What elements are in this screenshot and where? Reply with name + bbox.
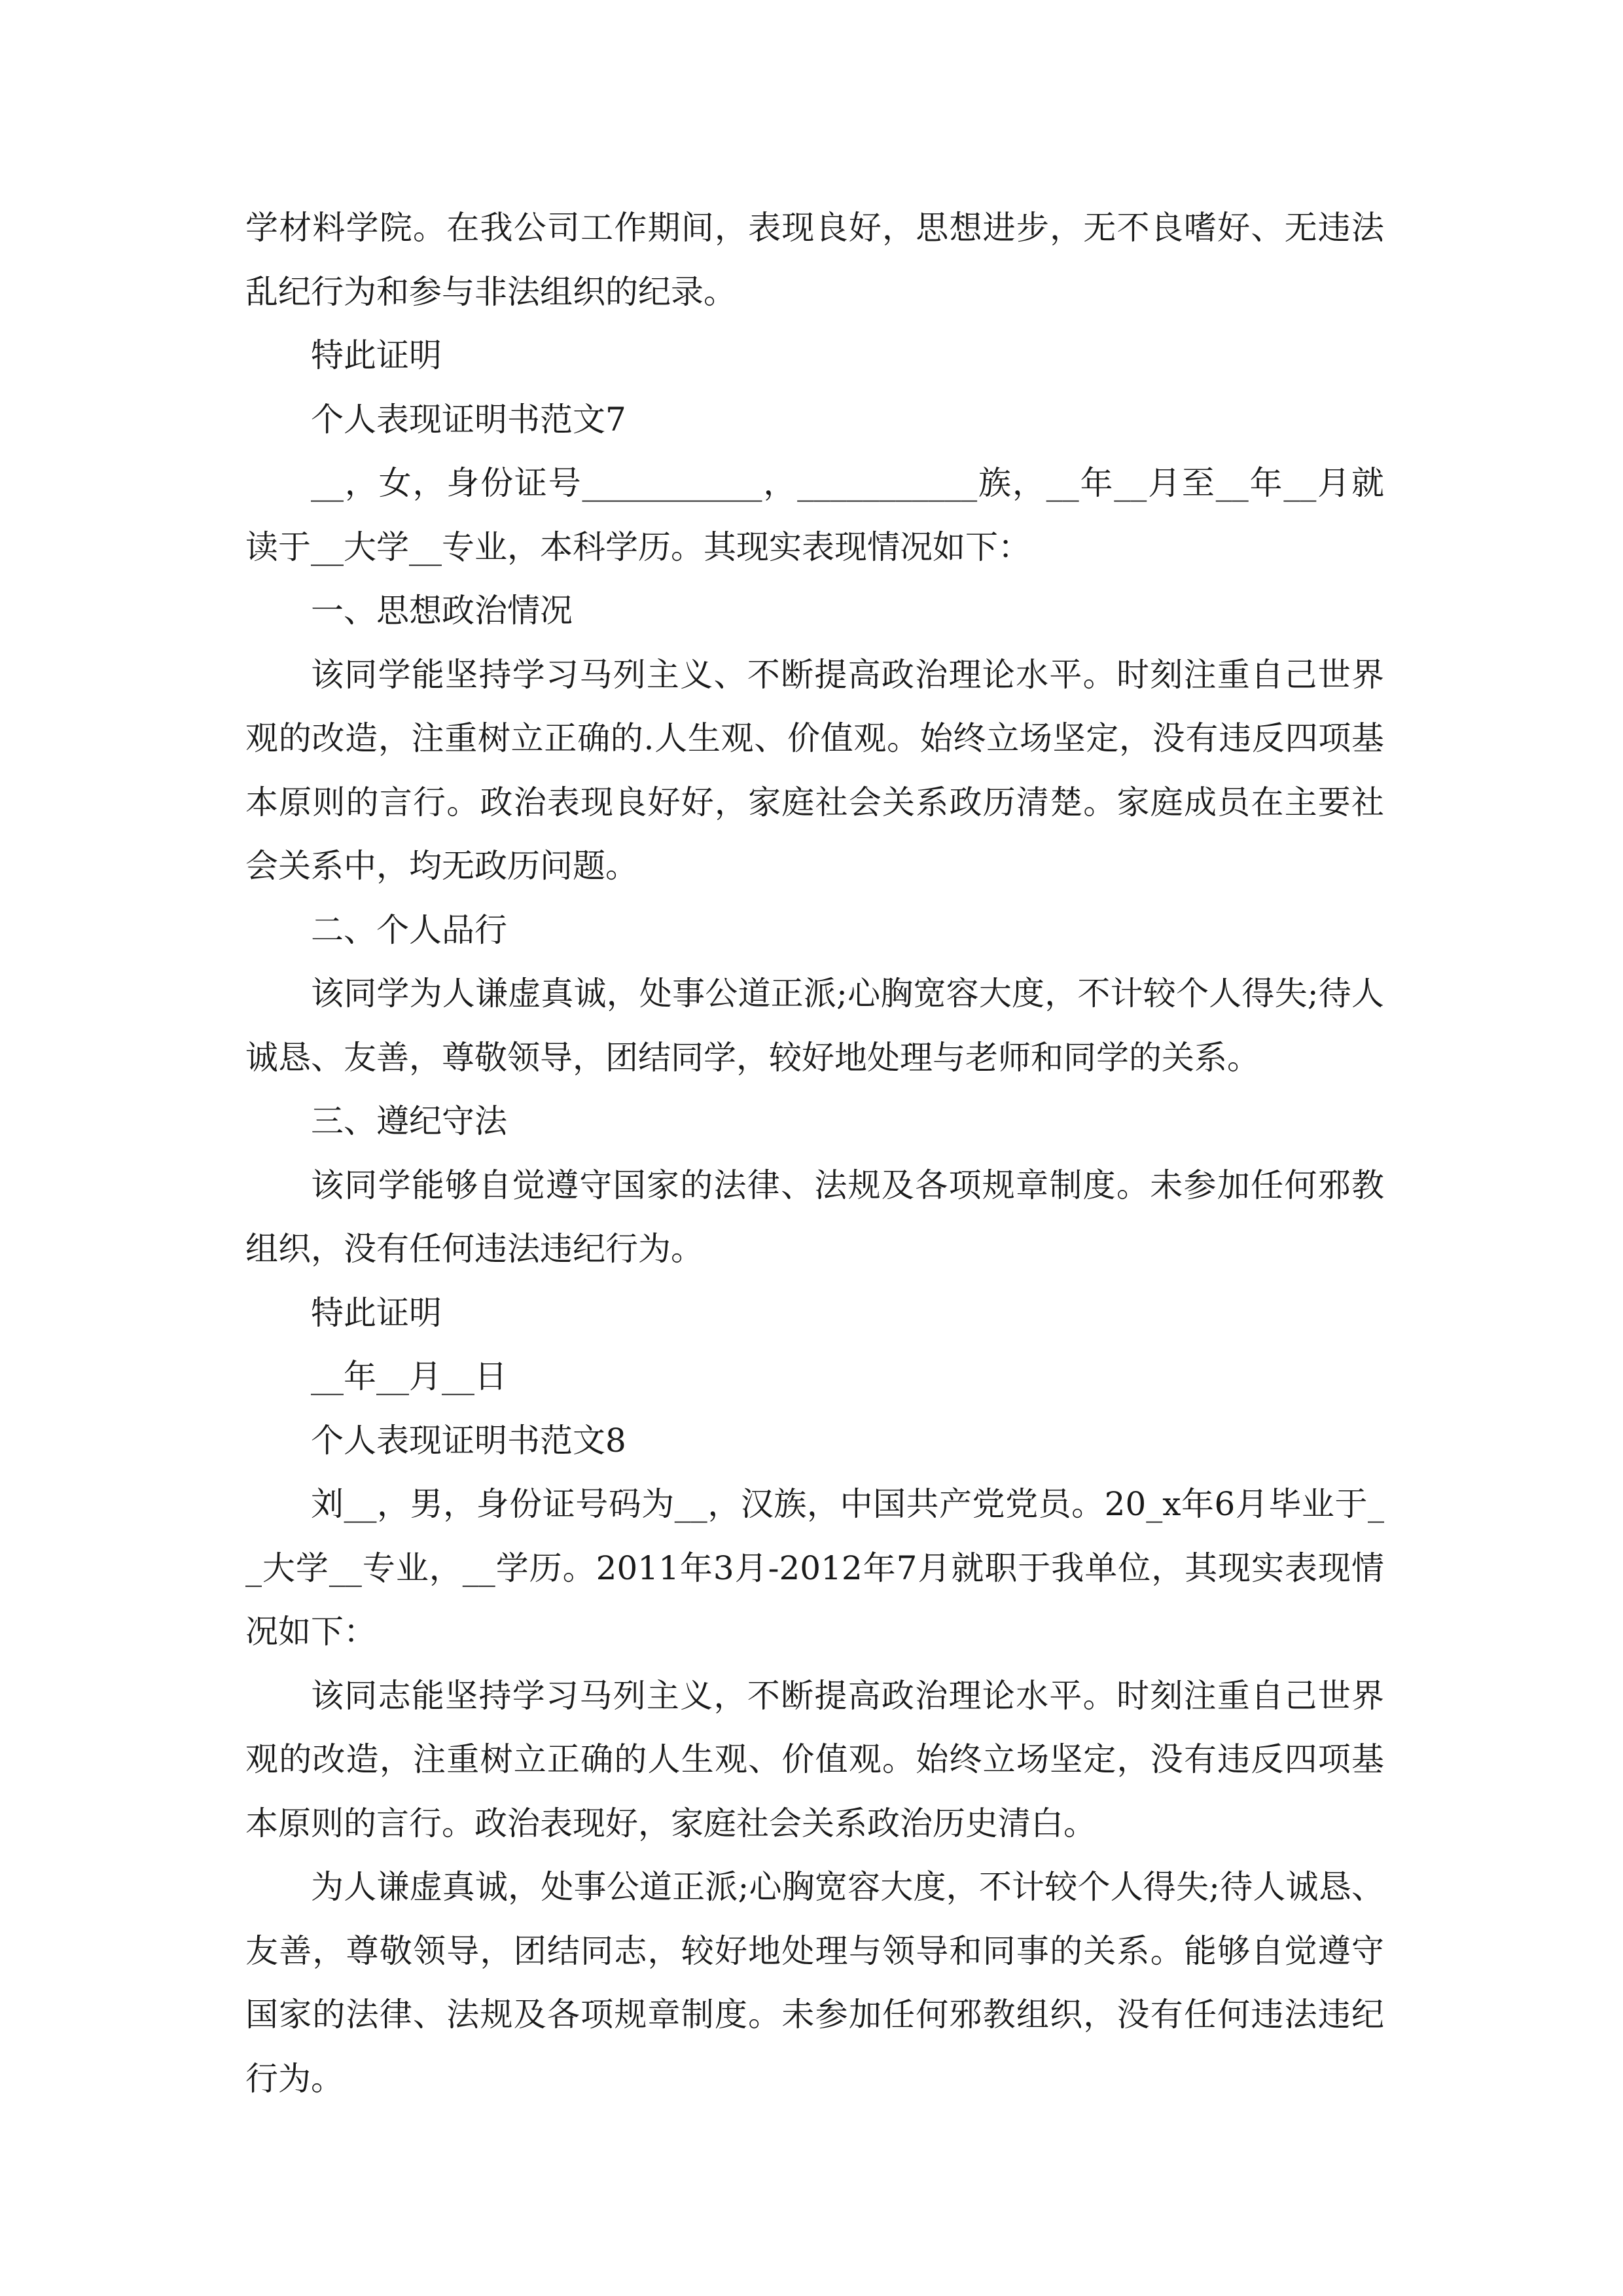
paragraph-law-abiding: 该同学能够自觉遵守国家的法律、法规及各项规章制度。未参加任何邪教组织，没有任何违法违纪行为。 [245, 1166, 1384, 1268]
subheading-character: 二、个人品行 [311, 910, 507, 949]
paragraph-political: 该同志能坚持学习马列主义，不断提高政治理论水平。时刻注重自己世界观的改造，注重树立正确的人生观、价值观。始终立场坚定，没有违反四项基本原则的言行。政治表现好，家庭社会关系政治历史清白。 [245, 1676, 1384, 1842]
paragraph-character-law: 为人谦虚真诚，处事公道正派;心胸宽容大度，不计较个人得失;待人诚恳、友善，尊敬领导，团结同志，较好地处理与领导和同事的关系。能够自觉遵守国家的法律、法规及各项规章制度。未参加任何邪教组织，没有任何违法违纪行为。 [245, 1868, 1384, 2098]
paragraph-personal-info: 刘__，男，身份证号码为__，汉族，中国共产党党员。20_x年6月毕业于__大学__专业，__学历。2011年3月-2012年7月就职于我单位，其现实表现情况如下： [245, 1485, 1384, 1651]
paragraph-continuation: 学材料学院。在我公司工作期间，表现良好，思想进步，无不良嗜好、无违法乱纪行为和参与非法组织的纪录。 [245, 209, 1384, 311]
section-heading-sample-8: 个人表现证明书范文8 [311, 1421, 626, 1460]
document-body [245, 196, 1384, 2111]
paragraph-personal-info: __，女，身份证号___________，___________族，__年__月至__年__月就读于__大学__专业，本科学历。其现实表现情况如下： [245, 464, 1384, 566]
date-line: __年__月__日 [311, 1357, 507, 1395]
subheading-law-abiding: 三、遵纪守法 [311, 1102, 507, 1140]
paragraph-character: 该同学为人谦虚真诚，处事公道正派;心胸宽容大度，不计较个人得失;待人诚恳、友善，尊敬领导，团结同学，较好地处理与老师和同学的关系。 [245, 975, 1384, 1077]
closing-certify-line: 特此证明 [311, 1293, 442, 1332]
subheading-political: 一、思想政治情况 [311, 592, 573, 630]
paragraph-political: 该同学能坚持学习马列主义、不断提高政治理论水平。时刻注重自己世界观的改造，注重树立正确的.人生观、价值观。始终立场坚定，没有违反四项基本原则的言行。政治表现良好好，家庭社会关系政历清楚。家庭成员在主要社会关系中，均无政历问题。 [245, 655, 1384, 885]
closing-certify-line: 特此证明 [311, 336, 442, 374]
section-heading-sample-7: 个人表现证明书范文7 [311, 400, 626, 439]
